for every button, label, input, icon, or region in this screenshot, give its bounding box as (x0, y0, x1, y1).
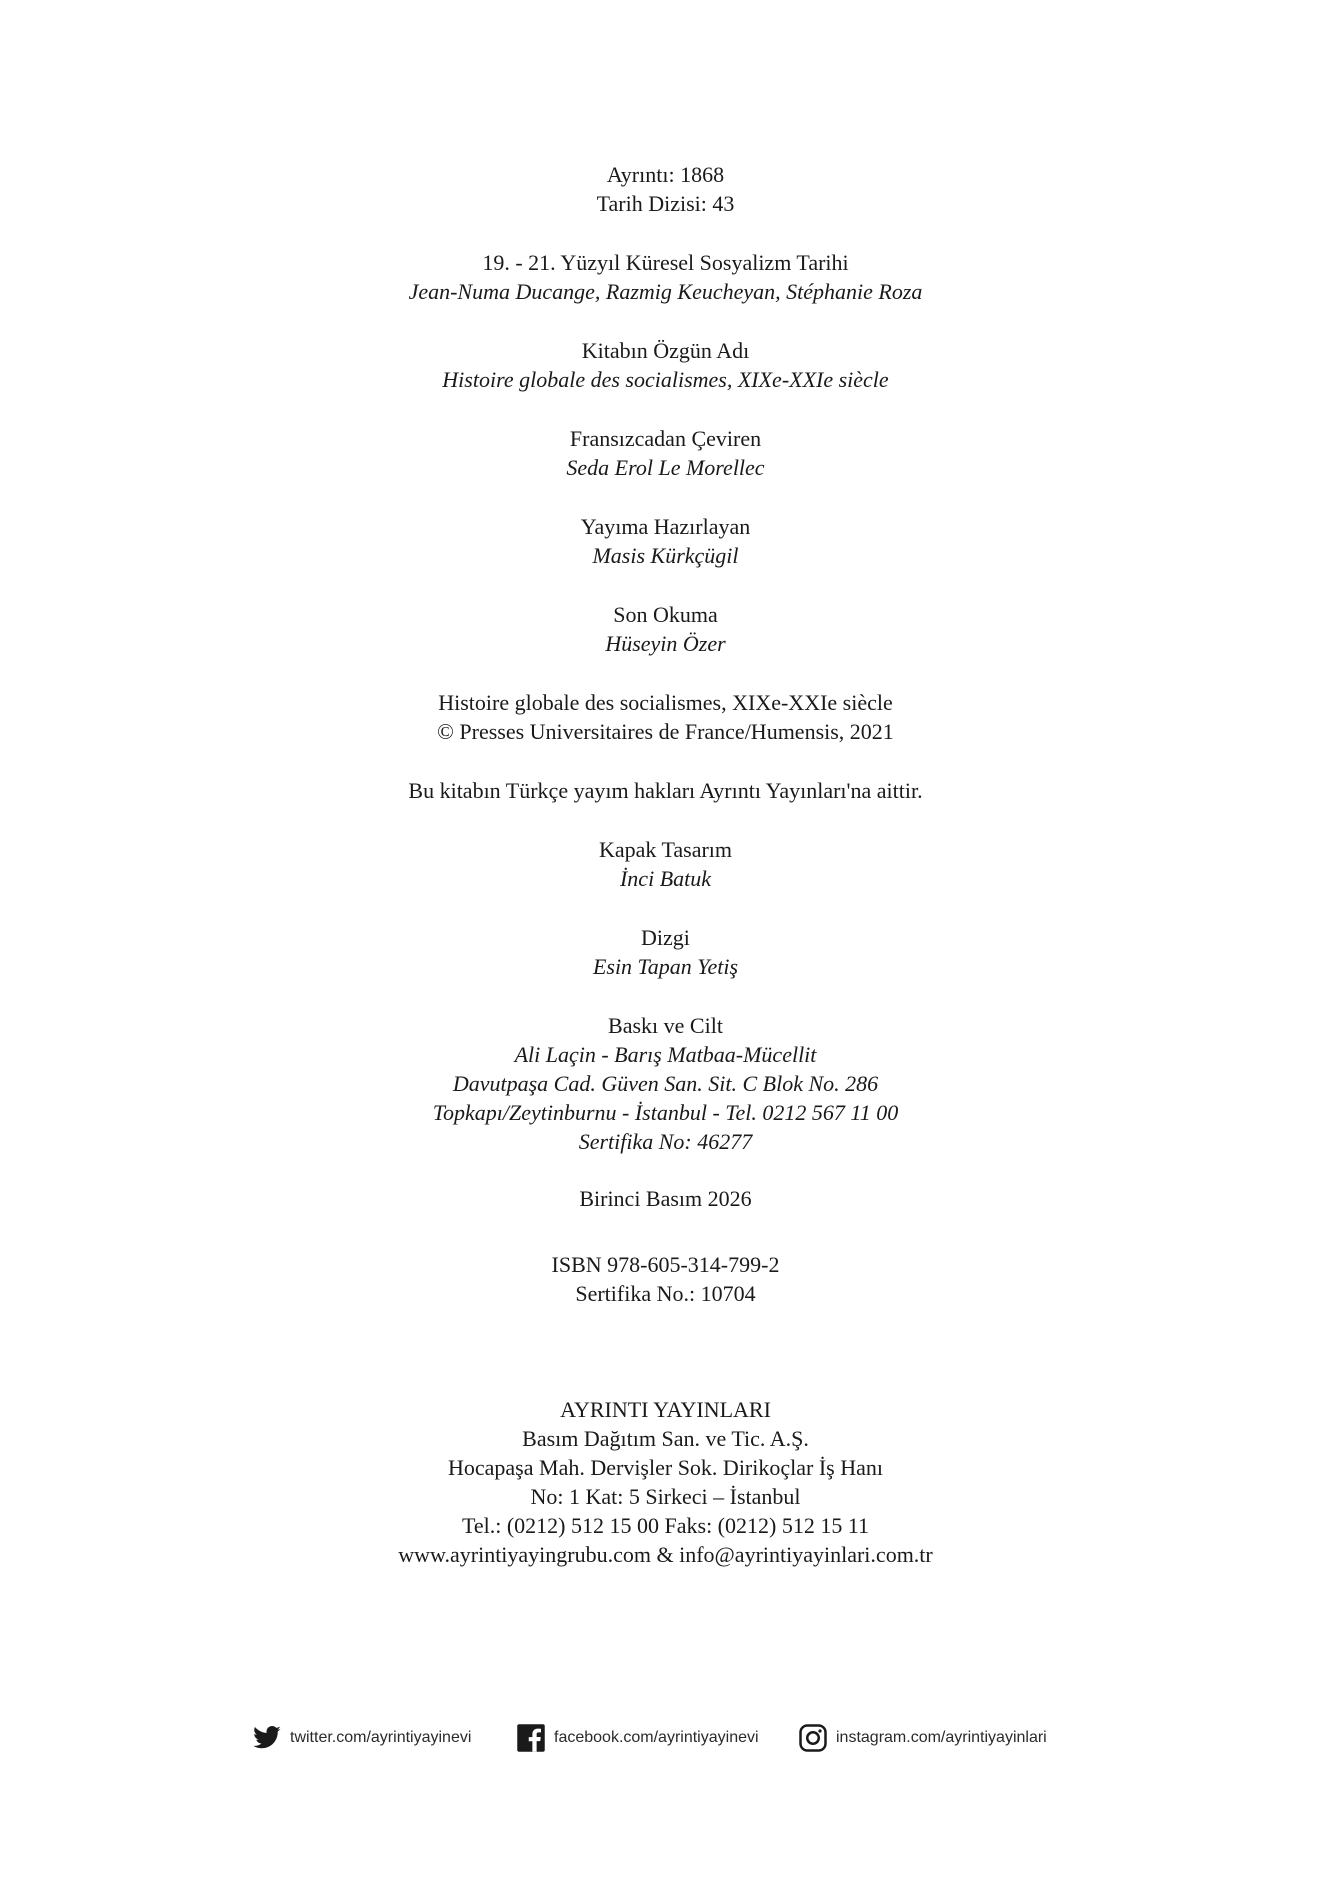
rights-block (0, 776, 1331, 805)
publisher-web-email[interactable]: www.ayrintiyayingrubu.com & info@ayrintiyayinlari.com.tr (398, 1542, 933, 1567)
cover-designer: İnci Batuk (619, 866, 712, 891)
twitter-icon (252, 1723, 282, 1753)
social-links (0, 1718, 1331, 1758)
printer-address: Davutpaşa Cad. Güven San. Sit. C Blok No. 286 (452, 1071, 879, 1096)
translator-name: Seda Erol Le Morellec (566, 455, 765, 480)
edition-block (0, 1184, 1331, 1213)
cover-label: Kapak Tasarım (598, 837, 733, 862)
isbn-block (0, 1250, 1331, 1308)
cover-block (0, 835, 1331, 893)
publisher-address-street: Hocapaşa Mah. Dervişler Sok. Dirikoçlar İş Hanı (448, 1455, 883, 1480)
proofreader-name: Hüseyin Özer (605, 631, 726, 656)
publisher-company: Basım Dağıtım San. ve Tic. A.Ş. (522, 1426, 809, 1451)
facebook-icon (516, 1723, 546, 1753)
proofreading-label: Son Okuma (613, 602, 718, 627)
original-title-label: Kitabın Özgün Adı (581, 338, 750, 363)
publisher-name: AYRINTI YAYINLARI (560, 1397, 771, 1422)
publisher-block (0, 1395, 1331, 1569)
editor-name: Masis Kürkçügil (592, 543, 739, 568)
instagram-link[interactable] (798, 1718, 1047, 1758)
copyright-holder: © Presses Universitaires de France/Humensis, 2021 (437, 719, 894, 744)
series-block (0, 160, 1331, 218)
rights-statement: Bu kitabın Türkçe yayım hakları Ayrıntı Yayınları'na aittir. (408, 778, 923, 803)
printer-certificate: Sertifika No: 46277 (578, 1129, 753, 1154)
twitter-handle: twitter.com/ayrintiyayinevi (290, 1729, 472, 1746)
original-title-block (0, 336, 1331, 394)
book-authors: Jean-Numa Ducange, Razmig Keucheyan, Stéphanie Roza (408, 279, 923, 304)
printer-name: Ali Laçin - Barış Matbaa-Mücellit (514, 1042, 817, 1067)
publisher-phone: Tel.: (0212) 512 15 00 Faks: (0212) 512 15 11 (461, 1513, 870, 1538)
facebook-handle: facebook.com/ayrintiyayinevi (554, 1729, 759, 1746)
typesetter-name: Esin Tapan Yetiş (592, 954, 739, 979)
typesetting-label: Dizgi (641, 925, 690, 950)
instagram-icon (798, 1723, 828, 1753)
proofreading-block (0, 600, 1331, 658)
editor-block (0, 512, 1331, 570)
translator-block (0, 424, 1331, 482)
instagram-handle: instagram.com/ayrintiyayinlari (836, 1729, 1047, 1746)
printing-block (0, 1011, 1331, 1156)
edition-text: Birinci Basım 2026 (579, 1186, 752, 1211)
series-number: Ayrıntı: 1868 (606, 162, 725, 187)
printer-city-phone: Topkapı/Zeytinburnu - İstanbul - Tel. 0212 567 11 00 (432, 1100, 899, 1125)
editor-label: Yayıma Hazırlayan (580, 514, 751, 539)
twitter-link[interactable] (252, 1718, 471, 1758)
copyright-title: Histoire globale des socialismes, XIXe-XXIe siècle (438, 690, 893, 715)
facebook-link[interactable] (516, 1718, 759, 1758)
translator-label: Fransızcadan Çeviren (569, 426, 762, 451)
printing-label: Baskı ve Cilt (608, 1013, 723, 1038)
book-title: 19. - 21. Yüzyıl Küresel Sosyalizm Tarihi (482, 250, 849, 275)
publisher-certificate: Sertifika No.: 10704 (575, 1281, 756, 1306)
copyright-block (0, 688, 1331, 746)
original-title: Histoire globale des socialismes, XIXe-XXIe siècle (442, 367, 889, 392)
typesetting-block (0, 923, 1331, 981)
publisher-address-city: No: 1 Kat: 5 Sirkeci – İstanbul (530, 1484, 801, 1509)
series-name: Tarih Dizisi: 43 (596, 191, 735, 216)
title-block (0, 248, 1331, 306)
isbn-number: ISBN 978-605-314-799-2 (551, 1252, 780, 1277)
